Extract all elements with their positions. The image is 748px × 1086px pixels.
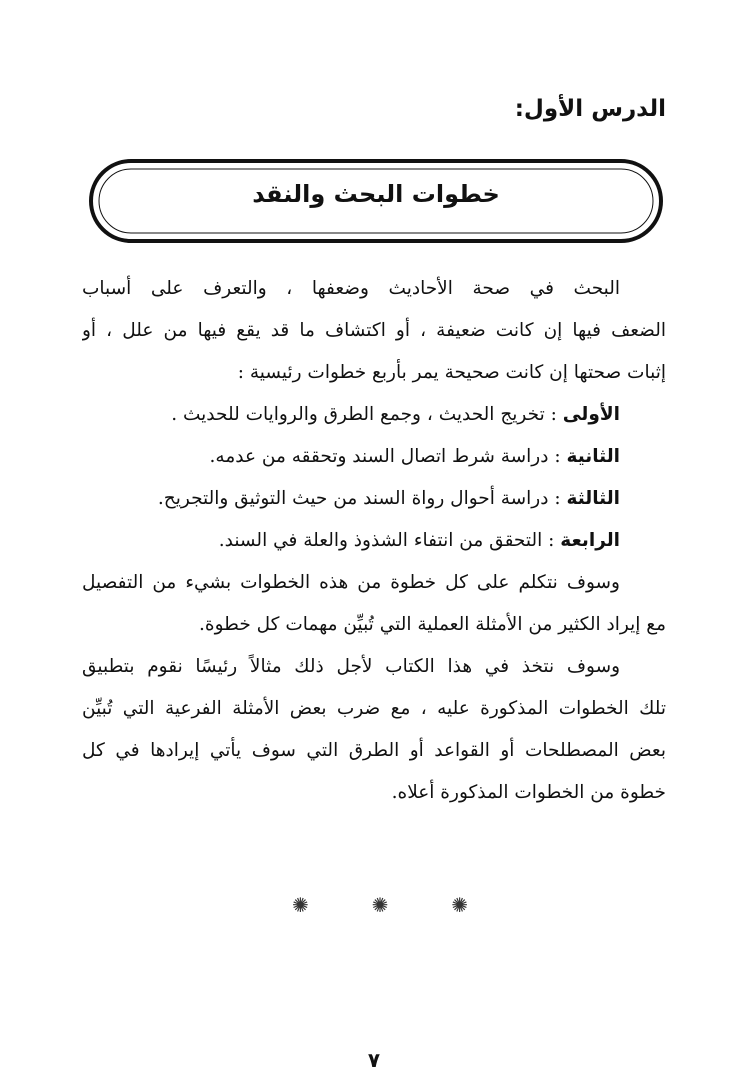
- step-first: [82, 394, 666, 436]
- step-label: الأولى: [562, 404, 620, 425]
- step-label: الثالثة: [566, 488, 620, 509]
- para3-line-4: خطوة من الخطوات المذكورة أعلاه.: [391, 782, 666, 803]
- ornament-icon: ✺: [451, 893, 468, 917]
- page-number: ٧: [367, 1048, 381, 1072]
- step-text: : دراسة شرط اتصال السند وتحققه من عدمه.: [209, 446, 561, 467]
- ornament-icon: ✺: [371, 893, 389, 917]
- step-fourth: [82, 520, 666, 562]
- para3-line-3: بعض المصطلحات أو القواعد أو الطرق التي سوف يأتي إيرادها في كل: [82, 740, 666, 761]
- step-text: : التحقق من انتفاء الشذوذ والعلة في السند.: [218, 530, 555, 551]
- lesson-heading: الدرس الأول:: [514, 96, 666, 122]
- ornament-icon: ✺: [292, 893, 309, 917]
- step-third: [82, 478, 666, 520]
- step-label: الثانية: [566, 446, 620, 467]
- step-label: الرابعة: [560, 530, 620, 551]
- intro-line-1: البحث في صحة الأحاديث وضعفها ، والتعرف على أسباب: [82, 278, 620, 299]
- title-frame: [88, 158, 664, 244]
- section-ornaments: [292, 893, 468, 921]
- para2-line-2: مع إيراد الكثير من الأمثلة العملية التي تُبيِّن مهمات كل خطوة.: [199, 614, 666, 635]
- para3-line-1: وسوف نتخذ في هذا الكتاب لأجل ذلك مثالاً رئيسًا نقوم بتطبيق: [82, 656, 620, 677]
- section-title: خطوات البحث والنقد: [252, 180, 500, 208]
- step-text: : دراسة أحوال رواة السند من حيث التوثيق والتجريح.: [157, 488, 561, 509]
- para3-line-2: تلك الخطوات المذكورة عليه ، مع ضرب بعض الأمثلة الفرعية التي تُبيِّن: [82, 698, 666, 719]
- step-second: [82, 436, 666, 478]
- intro-line-3: إثبات صحتها إن كانت صحيحة يمر بأربع خطوات رئيسية :: [237, 362, 666, 383]
- para2-line-1: وسوف نتكلم على كل خطوة من هذه الخطوات بشيء من التفصيل: [82, 572, 620, 593]
- intro-line-2: الضعف فيها إن كانت ضعيفة ، أو اكتشاف ما قد يقع فيها من علل ، أو: [82, 320, 666, 341]
- body-text: [82, 268, 666, 814]
- step-text: : تخريج الحديث ، وجمع الطرق والروايات للحديث .: [171, 404, 557, 425]
